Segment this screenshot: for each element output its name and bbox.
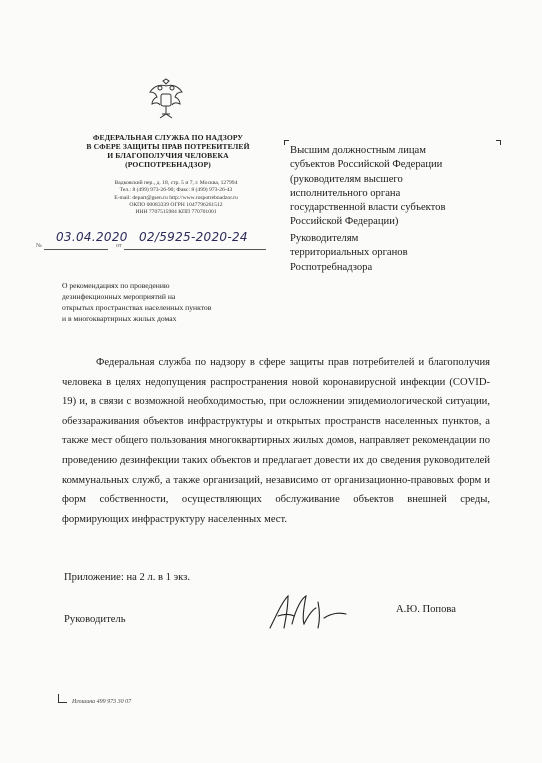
letter-body bbox=[62, 353, 490, 529]
addressee-primary bbox=[290, 144, 490, 230]
footer-corner-mark bbox=[58, 694, 67, 703]
registration-line bbox=[36, 230, 276, 260]
address-line: ОКПО 00083339 ОГРН 1047796261512 bbox=[129, 201, 223, 208]
addressee-line: Руководителям bbox=[290, 233, 359, 244]
org-line: ФЕДЕРАЛЬНАЯ СЛУЖБА ПО НАДЗОРУ bbox=[92, 133, 244, 142]
signatory-title: Руководитель bbox=[64, 614, 126, 625]
addressee-corner-right bbox=[496, 140, 501, 145]
addressee-corner-left bbox=[284, 140, 289, 145]
address-line: E-mail: depart@gsen.ru http://www.rospotrebnadzor.ru bbox=[114, 194, 238, 201]
number-underline bbox=[124, 249, 266, 250]
subject-line: открытых пространствах населенных пунктов bbox=[62, 303, 212, 312]
address-line: Тел.: 8 (499) 973-26-90; Факс: 8 (499) 973-26-43 bbox=[119, 187, 233, 194]
addressee-secondary bbox=[290, 232, 490, 275]
address-line: Вадковский пер., д. 18, стр. 5 и 7, г. Москва, 127994 bbox=[114, 180, 238, 186]
addressee-line: Российской Федерации) bbox=[290, 216, 399, 228]
letter-subject bbox=[62, 280, 276, 324]
addressee-line: Роспотребнадзора bbox=[290, 261, 373, 273]
org-line: (РОСПОТРЕБНАДЗОР) bbox=[125, 160, 211, 169]
signatory-name: А.Ю. Попова bbox=[396, 604, 456, 615]
addressee-line: исполнительного органа bbox=[290, 187, 401, 199]
signature-image bbox=[258, 588, 358, 636]
subject-line: О рекомендациях по проведению bbox=[62, 281, 170, 290]
subject-line: и в многоквартирных жилых домах bbox=[62, 314, 177, 323]
date-underline bbox=[44, 249, 108, 250]
subject-line: дезинфекционных мероприятий на bbox=[62, 292, 176, 301]
body-paragraph: Федеральная служба по надзору в сфере защиты прав потребителей и благополучия человека в целях недопущения распространения новой коронавирусной инфекции (COVID-19) и, в связи с возможной необходимостью, при осложнении эпидемиологической ситуации, обеззараживания объектов инфраструктуры и открытых пространств населенных пунктов, а также мест общего пользования многоквартирных жилых домов, направляет рекомендации по проведению дезинфекции таких объектов и предлагает довести их до сведения руководителей коммунальных служб, а также организаций, независимо от организационно-правовых форм и форм собственности, осуществляющих обслуживание объектов внешней среды, формирующих инфраструктуру населенных мест. bbox=[62, 357, 490, 525]
handwritten-number: 02/5925-2020-24 bbox=[139, 230, 248, 244]
attachment-note: Приложение: на 2 л. в 1 экз. bbox=[64, 572, 190, 583]
number-label: № bbox=[36, 243, 42, 249]
addressee-line: Высшим должностным лицам bbox=[290, 145, 426, 156]
org-line: В СФЕРЕ ЗАЩИТЫ ПРАВ ПОТРЕБИТЕЛЕЙ bbox=[86, 142, 250, 151]
organization-name bbox=[78, 133, 258, 169]
addressee-line: (руководителям высшего bbox=[290, 173, 403, 185]
from-label: от bbox=[116, 243, 122, 249]
executor-contact: Игошина 499 973 30 07 bbox=[72, 699, 132, 705]
address-line: ИНН 7707515984 КПП 770701001 bbox=[135, 209, 217, 216]
addressee-line: территориальных органов bbox=[290, 247, 408, 259]
org-line: И БЛАГОПОЛУЧИЯ ЧЕЛОВЕКА bbox=[107, 151, 229, 160]
handwritten-date: 03.04.2020 bbox=[56, 230, 128, 244]
addressee-line: государственной власти субъектов bbox=[290, 202, 446, 214]
organization-contacts bbox=[82, 180, 270, 216]
addressee-line: субъектов Российской Федерации bbox=[290, 159, 443, 171]
coat-of-arms-icon bbox=[146, 78, 186, 122]
